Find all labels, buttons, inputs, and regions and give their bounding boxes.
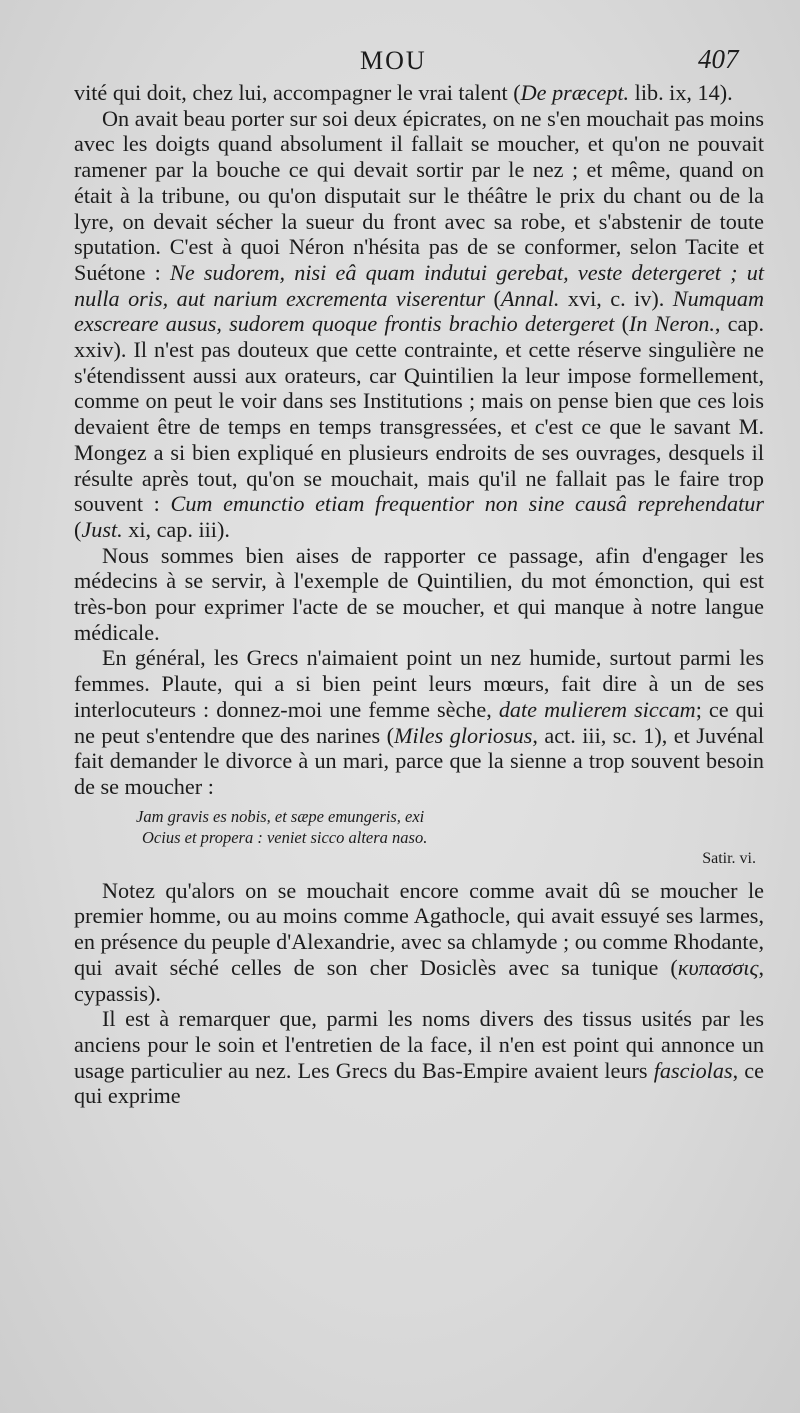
- latin-term: fasciolas: [653, 1057, 733, 1083]
- running-title: MOU: [360, 46, 427, 75]
- paragraph-3: Nous sommes bien aises de rapporter ce passage, afin d'engager les médecins à se servir, à l'exemple de Quintilien, du mot émonction, qui est très-bon pour exprimer l'acte de se moucher, et qui manque à notre langue médicale.: [74, 542, 764, 645]
- text-run: En général, les Grecs n'aimaient point un nez humide, surtout parmi les femmes. Plaute, qui a si bien peint leurs mœurs, fait dire à un de ses interlocuteurs : donnez-moi une femme sèche,: [74, 645, 764, 722]
- text-run: Il est à remarquer que, parmi les noms divers des tissus usités par les anciens pour le soin et l'entretien de la face, il n'en est point qui annonce un usage particulier au nez. Les Grecs du Bas-Empire avaient leurs: [74, 1006, 764, 1083]
- citation: Miles gloriosus: [394, 722, 533, 748]
- citation: Just.: [81, 516, 123, 542]
- paragraph-1: [74, 80, 764, 106]
- latin-quote: Cum emunctio etiam frequentior non sine causâ reprehendatur: [170, 491, 765, 517]
- text-run: ; ce qui ne peut s'entendre que des narines (: [74, 696, 764, 748]
- text-run: lib. ix, 14).: [629, 80, 733, 105]
- text-run: Notez qu'alors on se mouchait encore comme avait dû se moucher le premier homme, ou au moins comme Agathocle, qui avait essuyé ses larmes, en présence du peuple d'Alexandrie, avec sa chlamyde ; ou comme Rhodante, qui avait séché celles de son cher Dosiclès avec sa tunique (: [74, 877, 764, 980]
- verse-line-1: Jam gravis es nobis, et sæpe emungeris, exi: [136, 806, 425, 826]
- paragraph-5: [74, 878, 764, 1007]
- text-run: xvi, c. iv).: [559, 285, 673, 311]
- text-run: On avait beau porter sur soi deux épicrates, on ne s'en mouchait pas moins avec les doigts quand absolument il fallait se moucher, et qu'on ne pouvait ramener par la bouche ce qui devait sortir par le nez ; et même, quand on était à la tribune, ou qu'on disputait sur le théâtre le prix du chant ou de la lyre, on devait sécher la sueur du front avec sa robe, et s'abstenir de toute sputation. C'est à quoi Néron n'hésita pas de se conformer, selon Tacite et Suétone :: [74, 105, 764, 285]
- verse-line-2: Ocius et propera : veniet sicco altera naso.: [142, 827, 428, 847]
- paragraph-2: [74, 106, 764, 543]
- paragraph-4: [74, 645, 764, 799]
- paragraph-6: [74, 1006, 764, 1109]
- text-run: vité qui doit, chez lui, accompagner le vrai talent (: [74, 80, 521, 105]
- text-run: (: [614, 311, 630, 337]
- text-run: , cypassis).: [74, 954, 764, 1006]
- text-run: , ce qui exprime: [74, 1057, 764, 1109]
- body-text: [74, 80, 764, 1109]
- text-run: (: [485, 285, 501, 311]
- latin-quote: date mulierem siccam: [498, 696, 696, 722]
- citation: De præcept.: [520, 80, 630, 105]
- text-run: , act. iii, sc. 1), et Juvénal fait demander le divorce à un mari, parce que la sienne a trop souvent besoin de se moucher :: [74, 722, 764, 799]
- verse-quote: [136, 806, 764, 848]
- page-number: 407: [698, 44, 739, 74]
- text-run: (: [74, 516, 82, 542]
- latin-quote: Ne sudorem, nisi eâ quam indutui gerebat, veste detergeret ; ut nulla oris, aut narium excrementa viserentur: [74, 259, 764, 311]
- verse-source: Satir. vi.: [702, 849, 756, 867]
- citation: In Neron.: [629, 311, 715, 337]
- text-run: xi, cap. iii).: [122, 516, 230, 542]
- page-header: [0, 42, 800, 82]
- citation: Annal.: [500, 285, 560, 311]
- greek-word: κυπασσις: [677, 954, 759, 980]
- latin-quote: Numquam exscreare ausus, sudorem quoque frontis brachio detergeret: [74, 285, 764, 337]
- text-run: , cap. xxiv). Il n'est pas douteux que cette contrainte, et cette réserve singulière ne s'étendissent aussi aux orateurs, car Quintilien la leur impose formellement, comme on peut le voir dans ses Institutions ; mais on pense bien que ces lois devaient être de temps en temps transgressées, et c'est ce que le savant M. Mongez a si bien expliqué en plusieurs endroits de ses ouvrages, desquels il résulte après tout, qu'on se mouchait, mais qu'il ne fallait pas le faire trop souvent :: [74, 311, 764, 517]
